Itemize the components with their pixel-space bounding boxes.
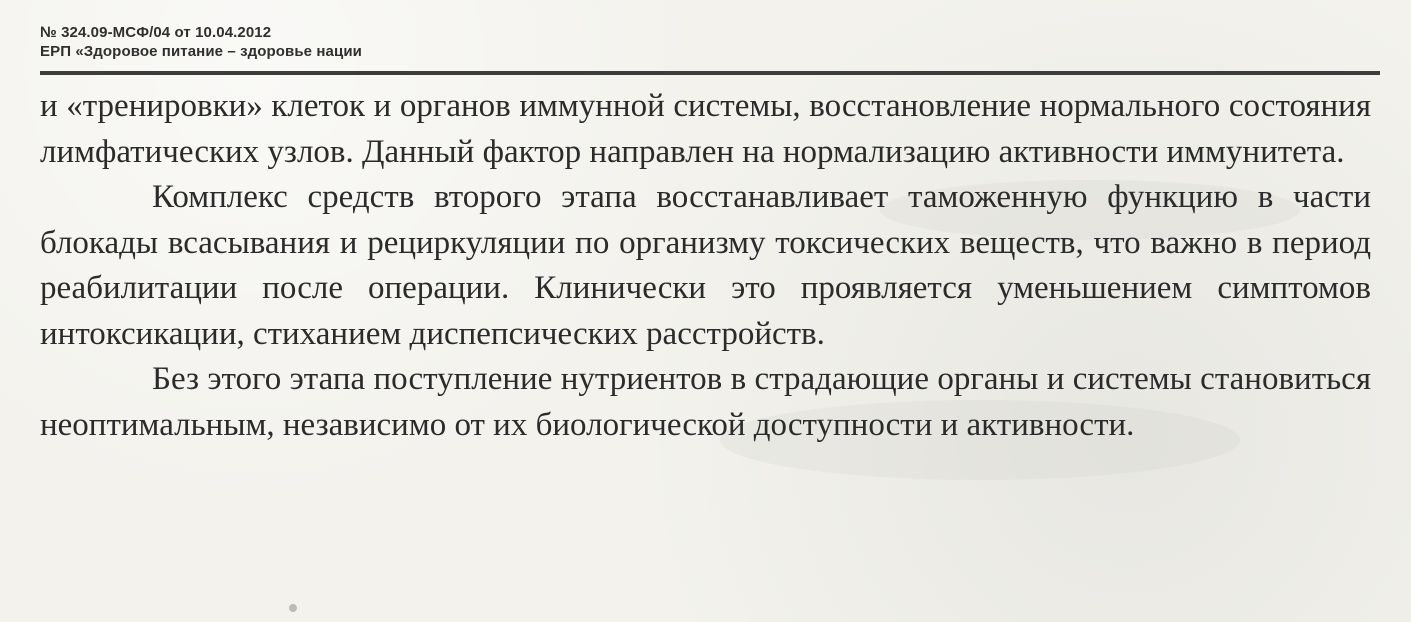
document-header — [40, 23, 1380, 61]
paragraph-2: Комплекс средств второго этапа восстанавливает таможенную функцию в части блокады всасывания и рециркуляции по организму токсических веществ, что важно в период реабилитации после операции. Клинически это проявляется уменьшением симптомов интоксикации, стиханием диспепсических расстройств. — [40, 179, 1371, 352]
document-number: № 324.09-МСФ/04 от 10.04.2012 — [40, 24, 272, 41]
program-title: ЕРП «Здоровое питание – здоровье нации — [40, 43, 362, 60]
document-body — [40, 84, 1371, 448]
header-divider — [40, 71, 1380, 75]
scan-speck — [289, 604, 297, 612]
paragraph-1: и «тренировки» клеток и органов иммунной системы, восстановление нормального состояния лимфатических узлов. Данный фактор направлен на нормализацию активности иммунитета. — [40, 88, 1371, 170]
paragraph-3: Без этого этапа поступление нутриентов в страдающие органы и системы становиться неоптимальным, независимо от их биологической доступности и активности. — [40, 361, 1371, 443]
